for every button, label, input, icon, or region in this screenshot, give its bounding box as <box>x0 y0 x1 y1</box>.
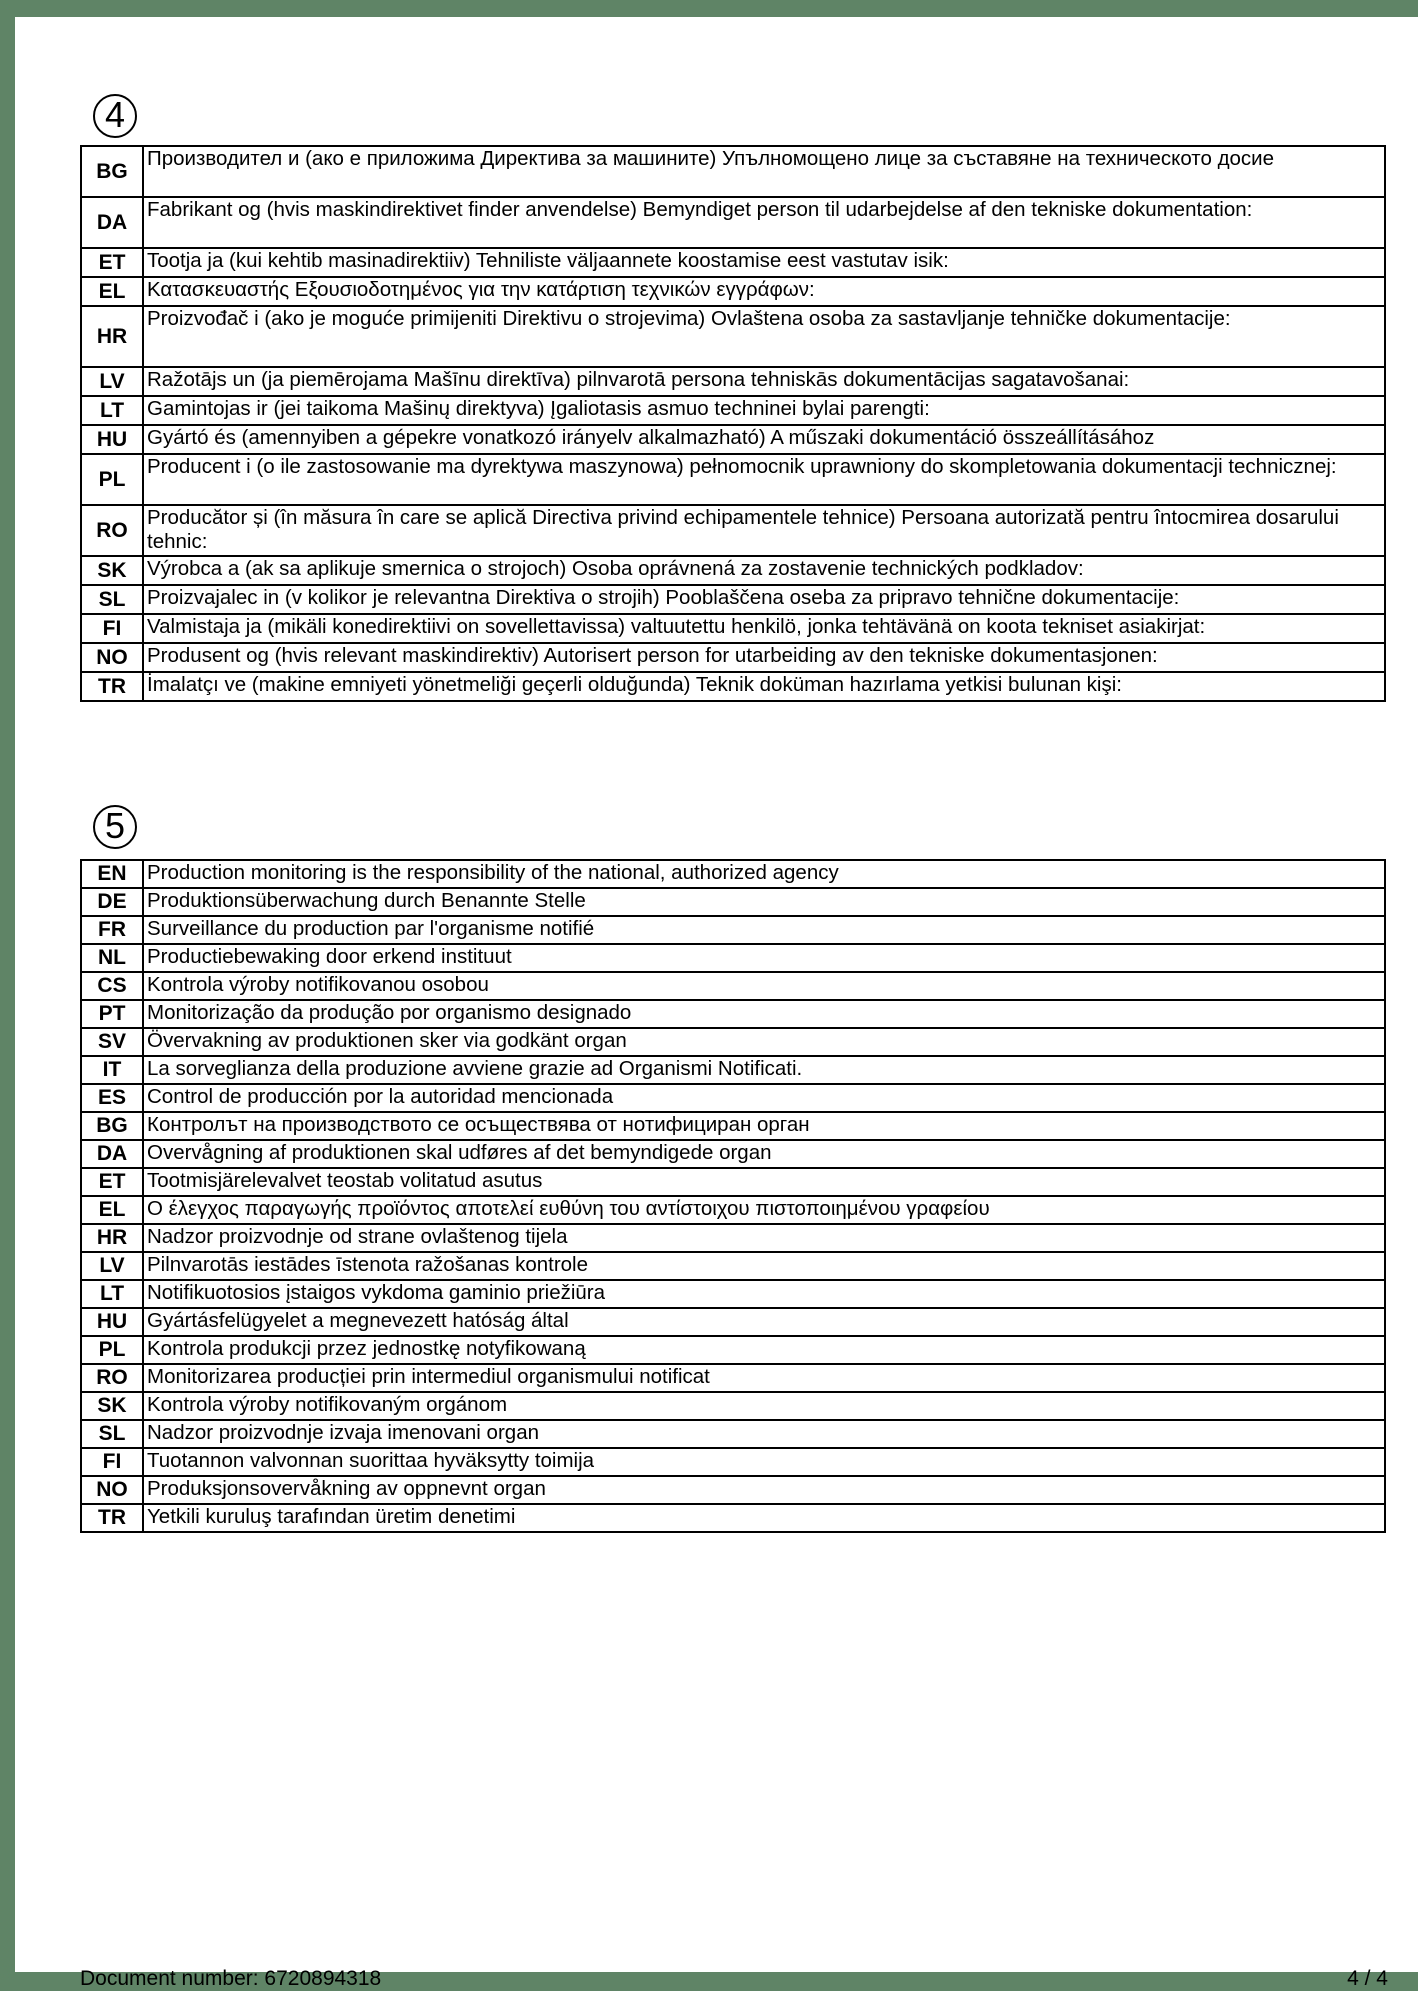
table-row <box>81 556 1385 585</box>
language-code: HR <box>81 1224 143 1252</box>
translation-text: Kontrola výroby notifikovanou osobou <box>143 972 1385 1000</box>
table-row <box>81 248 1385 277</box>
language-code: PL <box>81 454 143 505</box>
language-code: EN <box>81 860 143 888</box>
language-code: SK <box>81 1392 143 1420</box>
table-row <box>81 197 1385 248</box>
translation-text: Gamintojas ir (jei taikoma Mašinų direktyva) Įgaliotasis asmuo techninei bylai parengti: <box>143 396 1385 425</box>
translation-text: Nadzor proizvodnje od strane ovlaštenog tijela <box>143 1224 1385 1252</box>
translation-text: Ražotājs un (ja piemērojama Mašīnu direktīva) pilnvarotā persona tehniskās dokumentācijas sagatavošanai: <box>143 367 1385 396</box>
table-row <box>81 1112 1385 1140</box>
language-code: ET <box>81 248 143 277</box>
translation-text: Kontrola výroby notifikovaným orgánom <box>143 1392 1385 1420</box>
table-row <box>81 1000 1385 1028</box>
language-code: NL <box>81 944 143 972</box>
table-row <box>81 1028 1385 1056</box>
translation-text: İmalatçı ve (makine emniyeti yönetmeliği geçerli olduğunda) Teknik doküman hazırlama yetkisi bulunan kişi: <box>143 672 1385 701</box>
translation-text: Producător și (în măsura în care se aplică Directiva privind echipamentele tehnice) Persoana autorizată pentru întocmirea dosarului tehnic: <box>143 505 1385 556</box>
language-code: SL <box>81 1420 143 1448</box>
language-code: EL <box>81 1196 143 1224</box>
translation-text: Производител и (ако е приложима Директива за машините) Упълномощено лице за съставяне на техническото досие <box>143 146 1385 197</box>
translation-text: Overvågning af produktionen skal udføres af det bemyndigede organ <box>143 1140 1385 1168</box>
table-row <box>81 972 1385 1000</box>
language-code: RO <box>81 505 143 556</box>
table-row <box>81 146 1385 197</box>
language-code: HU <box>81 1308 143 1336</box>
language-code: HR <box>81 306 143 367</box>
translation-text: Monitorizarea producției prin intermediul organismului notificat <box>143 1364 1385 1392</box>
table-row <box>81 306 1385 367</box>
table-row <box>81 1308 1385 1336</box>
translation-text: Produsent og (hvis relevant maskindirektiv) Autorisert person for utarbeiding av den tekniske dokumentasjonen: <box>143 643 1385 672</box>
language-code: IT <box>81 1056 143 1084</box>
page-number: 4 / 4 <box>1347 1967 1388 1990</box>
language-code: BG <box>81 1112 143 1140</box>
table-row <box>81 1392 1385 1420</box>
translation-text: Tuotannon valvonnan suorittaa hyväksytty toimija <box>143 1448 1385 1476</box>
translation-text: Proizvođač i (ako je moguće primijeniti Direktivu o strojevima) Ovlaštena osoba za sastavljanje tehničke dokumentacije: <box>143 306 1385 367</box>
translation-text: Produksjonsovervåkning av oppnevnt organ <box>143 1476 1385 1504</box>
language-code: RO <box>81 1364 143 1392</box>
language-code: CS <box>81 972 143 1000</box>
table-row <box>81 888 1385 916</box>
language-code: ET <box>81 1168 143 1196</box>
table-row <box>81 277 1385 306</box>
table-row <box>81 367 1385 396</box>
language-code: ES <box>81 1084 143 1112</box>
language-code: LV <box>81 1252 143 1280</box>
manufacturer-authorized-person-table <box>80 145 1386 702</box>
section-4-marker: 4 <box>93 94 137 138</box>
translation-text: Výrobca a (ak sa aplikuje smernica o strojoch) Osoba oprávnená za zostavenie technických podkladov: <box>143 556 1385 585</box>
table-row <box>81 1364 1385 1392</box>
table-row <box>81 643 1385 672</box>
language-code: FI <box>81 1448 143 1476</box>
table-row <box>81 1084 1385 1112</box>
production-monitoring-table <box>80 859 1386 1533</box>
translation-text: Tootmisjärelevalvet teostab volitatud asutus <box>143 1168 1385 1196</box>
table-row <box>81 944 1385 972</box>
translation-text: Monitorização da produção por organismo designado <box>143 1000 1385 1028</box>
translation-text: Pilnvarotās iestādes īstenota ražošanas kontrole <box>143 1252 1385 1280</box>
translation-text: La sorveglianza della produzione avviene grazie ad Organismi Notificati. <box>143 1056 1385 1084</box>
translation-text: Valmistaja ja (mikäli konedirektiivi on sovellettavissa) valtuutettu henkilö, jonka tehtävänä on koota tekniset asiakirjat: <box>143 614 1385 643</box>
table-row <box>81 1280 1385 1308</box>
language-code: SK <box>81 556 143 585</box>
translation-text: Notifikuotosios įstaigos vykdoma gaminio priežiūra <box>143 1280 1385 1308</box>
table-row <box>81 860 1385 888</box>
language-code: NO <box>81 643 143 672</box>
language-code: PL <box>81 1336 143 1364</box>
translation-text: Producent i (o ile zastosowanie ma dyrektywa maszynowa) pełnomocnik uprawniony do skompletowania dokumentacji technicznej: <box>143 454 1385 505</box>
language-code: TR <box>81 672 143 701</box>
table-row <box>81 672 1385 701</box>
language-code: BG <box>81 146 143 197</box>
table-row <box>81 1448 1385 1476</box>
table-row <box>81 396 1385 425</box>
language-code: SV <box>81 1028 143 1056</box>
translation-text: Surveillance du production par l'organisme notifié <box>143 916 1385 944</box>
table-row <box>81 1252 1385 1280</box>
language-code: NO <box>81 1476 143 1504</box>
section-5-marker: 5 <box>93 805 137 849</box>
table-row <box>81 454 1385 505</box>
table-row <box>81 614 1385 643</box>
translation-text: Tootja ja (kui kehtib masinadirektiiv) Tehniliste väljaannete koostamise eest vastutav isik: <box>143 248 1385 277</box>
table-row <box>81 1504 1385 1532</box>
language-code: EL <box>81 277 143 306</box>
language-code: DA <box>81 1140 143 1168</box>
table-row <box>81 1196 1385 1224</box>
table-row <box>81 425 1385 454</box>
translation-text: Production monitoring is the responsibility of the national, authorized agency <box>143 860 1385 888</box>
translation-text: Productiebewaking door erkend instituut <box>143 944 1385 972</box>
language-code: DA <box>81 197 143 248</box>
translation-text: Yetkili kuruluş tarafından üretim denetimi <box>143 1504 1385 1532</box>
document-number: Document number: 6720894318 <box>80 1967 382 1990</box>
translation-text: Proizvajalec in (v kolikor je relevantna Direktiva o strojih) Pooblaščena oseba za pripravo tehnične dokumentacije: <box>143 585 1385 614</box>
translation-text: Gyártásfelügyelet a megnevezett hatóság által <box>143 1308 1385 1336</box>
language-code: SL <box>81 585 143 614</box>
table-row <box>81 1420 1385 1448</box>
table-row <box>81 916 1385 944</box>
translation-text: Övervakning av produktionen sker via godkänt organ <box>143 1028 1385 1056</box>
language-code: TR <box>81 1504 143 1532</box>
translation-text: Kontrola produkcji przez jednostkę notyfikowaną <box>143 1336 1385 1364</box>
language-code: LT <box>81 1280 143 1308</box>
table-row <box>81 505 1385 556</box>
language-code: PT <box>81 1000 143 1028</box>
translation-text: Control de producción por la autoridad mencionada <box>143 1084 1385 1112</box>
translation-text: Nadzor proizvodnje izvaja imenovani organ <box>143 1420 1385 1448</box>
language-code: DE <box>81 888 143 916</box>
language-code: FR <box>81 916 143 944</box>
table-row <box>81 1224 1385 1252</box>
translation-text: Контролът на производството се осъществява от нотифициран орган <box>143 1112 1385 1140</box>
translation-text: Ο έλεγχος παραγωγής προϊόντος αποτελεί ευθύνη του αντίστοιχου πιστοποιημένου γραφείου <box>143 1196 1385 1224</box>
translation-text: Gyártó és (amennyiben a gépekre vonatkozó irányelv alkalmazható) A műszaki dokumentáció összeállításához <box>143 425 1385 454</box>
translation-text: Produktionsüberwachung durch Benannte Stelle <box>143 888 1385 916</box>
table-row <box>81 1140 1385 1168</box>
translation-text: Κατασκευαστής Εξουσιοδοτημένος για την κατάρτιση τεχνικών εγγράφων: <box>143 277 1385 306</box>
language-code: FI <box>81 614 143 643</box>
language-code: LV <box>81 367 143 396</box>
translation-text: Fabrikant og (hvis maskindirektivet finder anvendelse) Bemyndiget person til udarbejdelse af den tekniske dokumentation: <box>143 197 1385 248</box>
table-row <box>81 1336 1385 1364</box>
table-row <box>81 1476 1385 1504</box>
language-code: LT <box>81 396 143 425</box>
language-code: HU <box>81 425 143 454</box>
table-row <box>81 1168 1385 1196</box>
table-row <box>81 1056 1385 1084</box>
table-row <box>81 585 1385 614</box>
document-page <box>15 17 1418 1990</box>
